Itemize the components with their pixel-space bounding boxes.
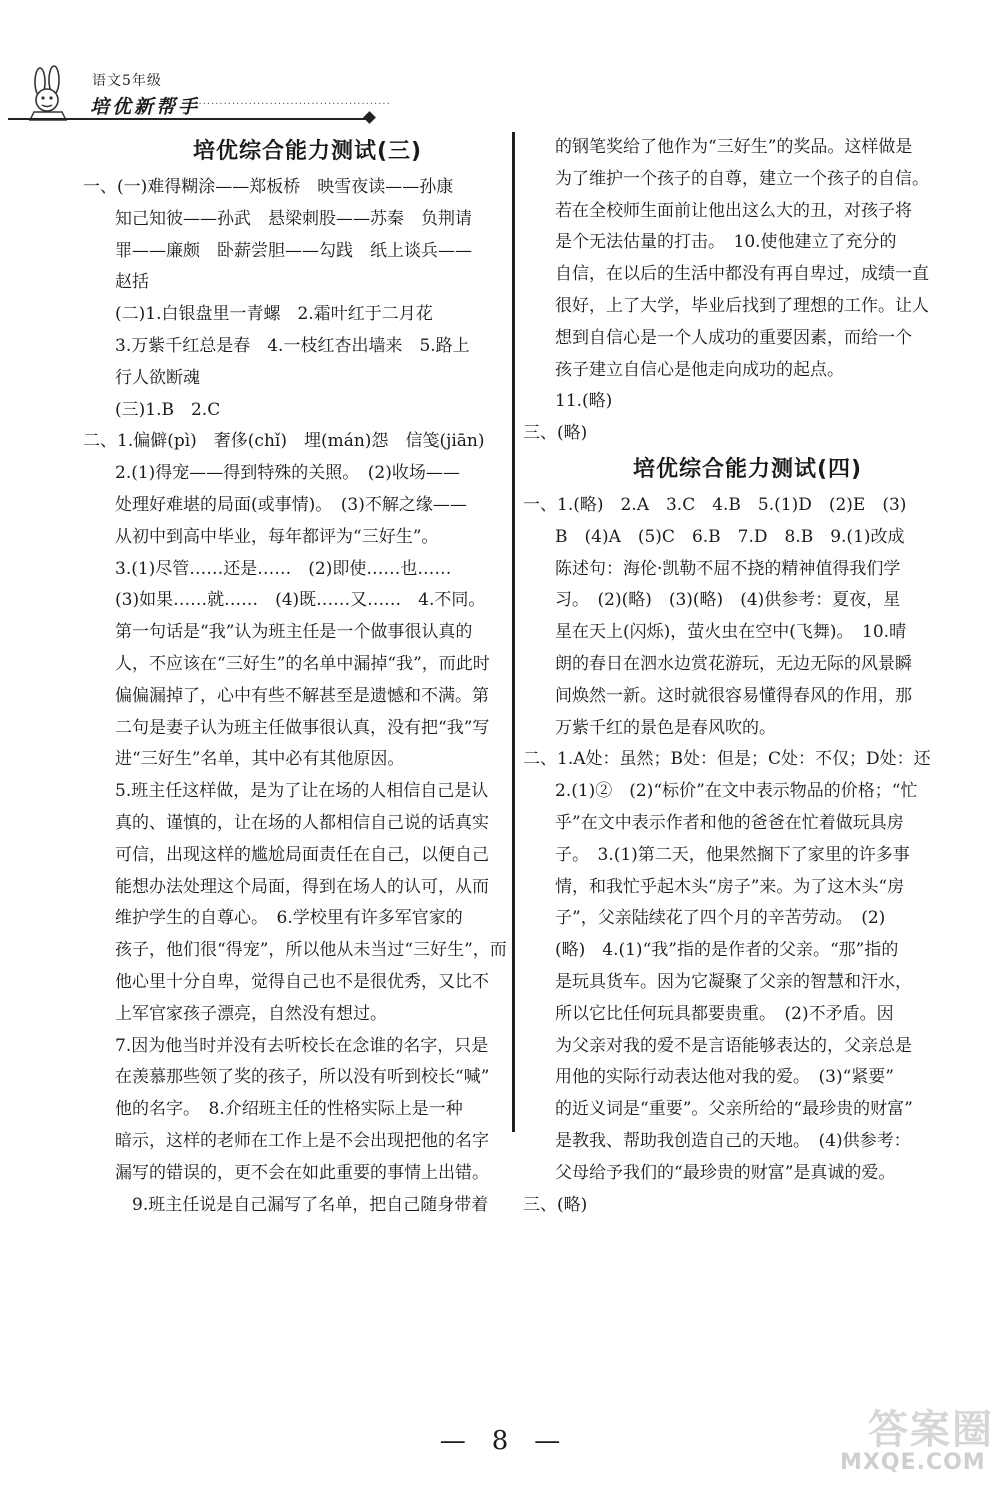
answer-line: 7.因为他当时并没有去听校长在念谁的名字，只是	[115, 1035, 489, 1056]
answer-line: 能想办法处理这个局面，得到在场人的认可，从而	[115, 876, 489, 897]
answer-line: 第一句话是“我”认为班主任是一个做事很认真的	[115, 622, 473, 643]
answer-line: 在羡慕那些领了奖的孩子，所以没有听到校长“喊”	[115, 1067, 490, 1088]
answer-line: 习。 (2)(略) (3)(略) (4)供参考：夏夜，星	[555, 590, 901, 611]
answer-line: 罪——廉颇 卧薪尝胆——勾践 纸上谈兵——	[115, 240, 472, 261]
answer-line: 他心里十分自卑，觉得自己也不是很优秀，又比不	[115, 971, 489, 992]
answer-line: 是个无法估量的打击。 10.使他建立了充分的	[555, 232, 897, 253]
answer-line: 二、1.A处：虽然；B处：但是；C处：不仅；D处：还	[523, 749, 931, 770]
answer-line: 很好，上了大学，毕业后找到了理想的工作。让人	[555, 295, 929, 316]
answer-line: 一、1.(略) 2.A 3.C 4.B 5.(1)D (2)E (3)	[523, 494, 907, 515]
answer-line: 二句是妻子认为班主任做事很认真，没有把“我”写	[115, 717, 490, 738]
answer-line: (二)1.白银盘里一青螺 2.霜叶红于二月花	[115, 304, 433, 325]
column-divider	[512, 132, 515, 1132]
answer-line: 所以它比任何玩具都要贵重。 (2)不矛盾。因	[555, 1003, 894, 1024]
answer-line: 赵括	[115, 272, 149, 293]
answer-line: 从初中到高中毕业，每年都评为“三好生”。	[115, 526, 439, 547]
answer-line: 若在全校师生面前让他出这么大的丑，对孩子将	[555, 200, 912, 221]
right-column	[523, 132, 940, 1221]
answer-line: 真的、谨慎的，让在场的人都相信自己说的话真实	[115, 812, 489, 833]
answer-line: 偏偏漏掉了，心中有些不解甚至是遗憾和不满。第	[115, 685, 489, 706]
watermark-logo: 答案圈	[868, 1407, 994, 1453]
answer-line: 三、(略)	[523, 1194, 588, 1215]
answer-line: 进“三好生”名单，其中必有其他原因。	[115, 749, 405, 770]
answer-line: 用他的实际行动表达他对我的爱。 (3)“紧要”	[555, 1067, 894, 1088]
header-subtitle: 语文5年级	[92, 73, 162, 89]
answer-line: 3.万紫千红总是春 4.一枝红杏出墙来 5.路上	[115, 335, 470, 356]
left-answer-lines	[83, 172, 507, 1221]
answer-line: 子。 3.(1)第二天，他果然搁下了家里的许多事	[555, 844, 910, 865]
answer-line: 父母给予我们的“最珍贵的财富”是真诚的爱。	[555, 1162, 896, 1183]
answer-line: 朗的春日在泗水边赏花游玩，无边无际的风景瞬	[555, 653, 912, 674]
answer-line: 三、(略)	[523, 423, 588, 444]
header-diamond-icon	[363, 111, 376, 124]
answer-line: 想到自信心是一个人成功的重要因素，而给一个	[555, 327, 912, 348]
header-title: 培优新帮手	[90, 96, 201, 118]
answer-line: 是教我、帮助我创造自己的天地。 (4)供参考：	[555, 1130, 911, 1151]
answer-line: 2.(1)得宠——得到特殊的关照。 (2)收场——	[115, 463, 460, 484]
answer-line: 2.(1)② (2)“标价”在文中表示物品的价格；“忙	[555, 781, 918, 802]
answer-line: 孩子建立自信心是他走向成功的起点。	[555, 359, 844, 380]
answer-line: 二、1.偏僻(pì) 奢侈(chǐ) 埋(mán)怨 信笺(jiān)	[83, 431, 485, 452]
answer-line: 的钢笔奖给了他作为“三好生”的奖品。这样做是	[555, 137, 913, 157]
answer-line: 情，和我忙乎起木头“房子”来。为了这木头“房	[555, 876, 905, 897]
answer-line: (3)如果……就…… (4)既……又…… 4.不同。	[115, 590, 486, 611]
mascot-logo-icon	[14, 62, 94, 124]
answer-line: 的近义词是“重要”。父亲所给的“最珍贵的财富”	[555, 1099, 913, 1120]
answer-line: 是玩具货车。因为它凝聚了父亲的智慧和汗水，	[555, 971, 912, 992]
answer-line: 孩子，他们很“得宠”，所以他从未当过“三好生”，而	[115, 940, 507, 961]
answer-line: 间焕然一新。这时就很容易懂得春风的作用，那	[555, 685, 912, 706]
page-number: — 8 —	[439, 1426, 561, 1456]
watermark-url: MXQE.COM	[840, 1450, 986, 1475]
header-dots-decoration: ·················································	[186, 99, 391, 110]
answer-line: 为了维护一个孩子的自尊，建立一个孩子的自信。	[555, 168, 929, 189]
answer-line: 自信，在以后的生活中都没有再自卑过，成绩一直	[555, 264, 929, 285]
answer-line: 处理好难堪的局面(或事情)。 (3)不解之缘——	[115, 494, 467, 515]
right-continued-lines	[523, 132, 940, 450]
answer-line: 可信，出现这样的尴尬局面责任在自己，以便自己	[115, 844, 489, 865]
answer-line: 万紫千红的景色是春风吹的。	[555, 717, 776, 738]
header-rule	[8, 118, 368, 120]
answer-line: 知己知彼——孙武 悬梁刺股——苏秦 负荆请	[115, 208, 472, 229]
answer-line: 乎”在文中表示作者和他的爸爸在忙着做玩具房	[555, 812, 904, 833]
answer-line: 维护学生的自尊心。 6.学校里有许多军官家的	[115, 908, 463, 929]
section-title-4: 培优综合能力测试(四)	[632, 456, 863, 482]
answer-line: 11.(略)	[555, 391, 613, 412]
answer-line: 漏写的错误的，更不会在如此重要的事情上出错。	[115, 1162, 489, 1183]
answer-line: 子”，父亲陆续花了四个月的辛苦劳动。 (2)	[555, 908, 886, 929]
answer-line: (三)1.B 2.C	[115, 399, 221, 420]
answer-line: 人，不应该在“三好生”的名单中漏掉“我”，而此时	[115, 653, 490, 674]
answer-line: 5.班主任这样做，是为了让在场的人相信自己是认	[115, 781, 489, 802]
right-answer-lines	[523, 490, 940, 1221]
answer-line: 9.班主任说是自己漏写了名单，把自己随身带着	[115, 1194, 489, 1215]
answer-line: 他的名字。 8.介绍班主任的性格实际上是一种	[115, 1099, 463, 1120]
answer-line: 上军官家孩子漂亮，自然没有想过。	[115, 1003, 387, 1024]
answer-line: 行人欲断魂	[115, 367, 200, 388]
answer-line: 一、(一)难得糊涂——郑板桥 映雪夜读——孙康	[83, 177, 454, 197]
answer-line: B (4)A (5)C 6.B 7.D 8.B 9.(1)改成	[555, 526, 905, 547]
answer-line: 3.(1)尽管……还是…… (2)即使……也……	[115, 558, 452, 579]
answer-line: (略) 4.(1)“我”指的是作者的父亲。“那”指的	[555, 940, 899, 961]
answer-line: 陈述句：海伦·凯勒不屈不挠的精神值得我们学	[555, 558, 901, 579]
answer-line: 暗示，这样的老师在工作上是不会出现把他的名字	[115, 1130, 489, 1151]
answer-line: 为父亲对我的爱不是言语能够表达的，父亲总是	[555, 1035, 912, 1056]
section-title-3: 培优综合能力测试(三)	[192, 139, 423, 164]
page-header	[0, 0, 1000, 130]
left-column	[83, 132, 507, 1221]
answer-line: 星在天上(闪烁)，萤火虫在空中(飞舞)。 10.晴	[555, 622, 907, 643]
